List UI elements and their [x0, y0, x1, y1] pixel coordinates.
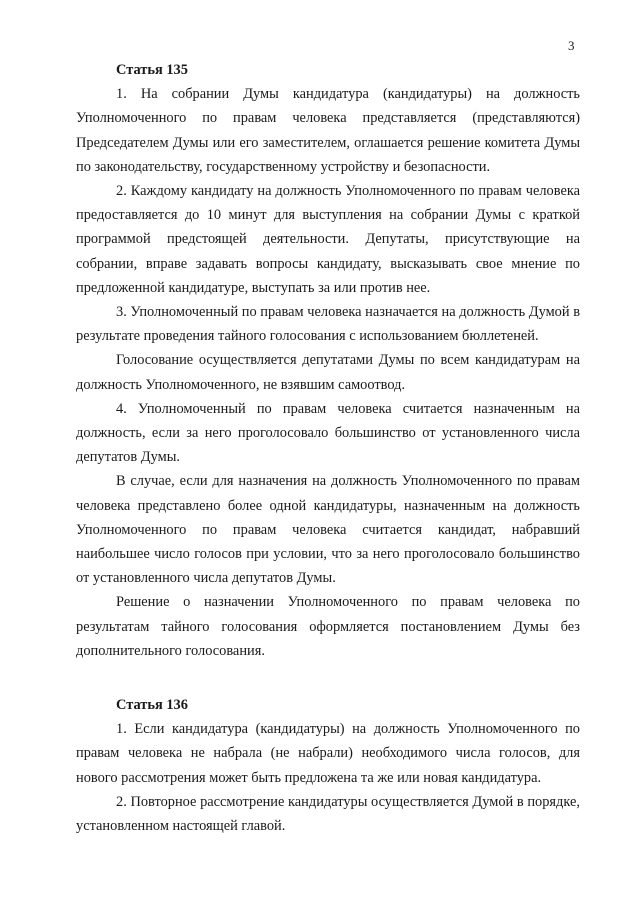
section-gap	[76, 663, 580, 693]
article-title: Статья 135	[116, 62, 188, 78]
paragraph: Решение о назначении Уполномоченного по правам человека по результатам тайного голосования оформляется постановлением Думы без дополнительного голосования.	[76, 594, 580, 659]
paragraph: 3. Уполномоченный по правам человека назначается на должность Думой в результате проведения тайного голосования с использованием бюллетеней.	[76, 304, 580, 345]
paragraph: В случае, если для назначения на должность Уполномоченного по правам человека представлено более одной кандидатуры, назначенным на должность Уполномоченного по правам человека считается кандидат, набравший наибольшее число голосов при условии, что за него проголосовало большинство от установленного числа депутатов Думы.	[76, 473, 580, 587]
paragraph: 2. Повторное рассмотрение кандидатуры осуществляется Думой в порядке, установленном настоящей главой.	[76, 793, 580, 835]
paragraph: 1. На собрании Думы кандидатура (кандидатуры) на должность Уполномоченного по правам человека представляется (представляются) Председателем Думы или его заместителем, оглашается решение комитета Думы по законодательству, государственному устройству и безопасности.	[76, 86, 580, 175]
page-number: 3	[568, 38, 575, 53]
paragraph: 2. Каждому кандидату на должность Уполномоченного по правам человека предоставляется до 10 минут для выступления на собрании Думы с краткой программой предстоящей деятельности. Депутаты, присутствующие на собрании, вправе задавать вопросы кандидату, высказывать свое мнение по предложенной кандидатуре, выступать за или против нее.	[76, 183, 580, 296]
document-body	[76, 58, 580, 838]
article-135	[76, 58, 580, 663]
article-136	[76, 693, 580, 838]
article-title: Статья 136	[116, 697, 188, 714]
paragraph: 4. Уполномоченный по правам человека считается назначенным на должность, если за него проголосовало большинство от установленного числа депутатов Думы.	[76, 400, 580, 466]
paragraph: 1. Если кандидатура (кандидатуры) на должность Уполномоченного по правам человека не набрала (не набрали) необходимого числа голосов, для нового рассмотрения может быть предложена та же или новая кандидатура.	[76, 721, 580, 786]
paragraph: Голосование осуществляется депутатами Думы по всем кандидатурам на должность Уполномоченного, не взявшим самоотвод.	[76, 352, 580, 393]
